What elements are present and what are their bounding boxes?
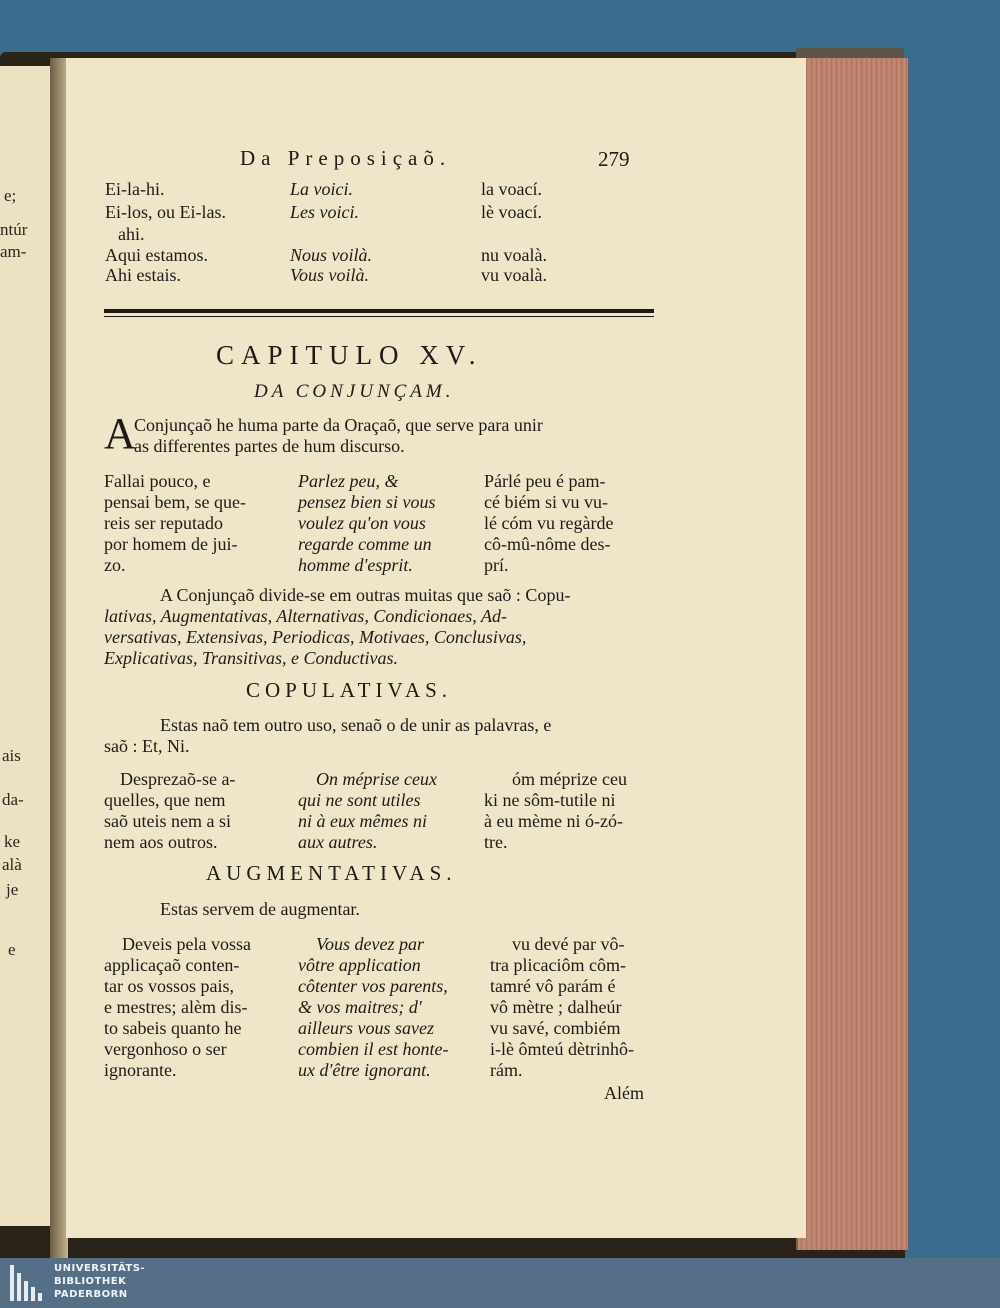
library-footer xyxy=(0,1258,1000,1308)
example-pron-line: Párlé peu é pam- xyxy=(484,471,606,491)
library-name-line: PADERBORN xyxy=(54,1289,128,1300)
example-pt-line: Deveis pela vossa xyxy=(122,934,251,954)
left-page xyxy=(0,66,54,1226)
left-fragment: alà xyxy=(2,855,22,874)
intro-line: as differentes partes de hum discurso. xyxy=(134,436,405,456)
example-pron-line: tra plicaciôm côm- xyxy=(490,955,626,975)
example-fr-line: ux d'être ignorant. xyxy=(298,1060,431,1080)
left-fragment: da- xyxy=(2,790,24,809)
table-cell-pron: vu voalà. xyxy=(481,265,547,285)
chapter-rule xyxy=(104,309,654,313)
example-pt-line: applicaçaõ conten- xyxy=(104,955,240,975)
example-pt-line: e mestres; alèm dis- xyxy=(104,997,248,1017)
chapter-rule-thin xyxy=(104,316,654,317)
division-line: Explicativas, Transitivas, e Conductivas. xyxy=(104,648,398,668)
example-fr-line: aux autres. xyxy=(298,832,378,852)
intro-line: Conjunçaõ he huma parte da Oraçaõ, que serve para unir xyxy=(134,415,543,435)
left-fragment: ais xyxy=(2,746,21,765)
table-cell-fr: La voici. xyxy=(290,179,353,199)
example-fr-line: Vous devez par xyxy=(316,934,424,954)
example-pron-line: à eu mème ni ó-zó- xyxy=(484,811,623,831)
example-pt-line: saõ uteis nem a si xyxy=(104,811,231,831)
example-pt-line: pensai bem, se que- xyxy=(104,492,246,512)
table-cell-pt: Ei-la-hi. xyxy=(105,179,165,199)
table-cell-pron: nu voalà. xyxy=(481,245,547,265)
running-header: Da Preposiçaõ. xyxy=(240,146,452,170)
example-pron-line: lé cóm vu regàrde xyxy=(484,513,614,533)
example-fr-line: vôtre application xyxy=(298,955,421,975)
section-heading-copulativas: COPULATIVAS. xyxy=(246,678,453,702)
table-cell-pt: Ahi estais. xyxy=(105,265,181,285)
example-pt-line: Desprezaõ-se a- xyxy=(120,769,236,789)
example-fr-line: regarde comme un xyxy=(298,534,432,554)
example-fr-line: ni à eux mêmes ni xyxy=(298,811,427,831)
example-pron-line: tamré vô parám é xyxy=(490,976,616,996)
example-pron-line: rám. xyxy=(490,1060,523,1080)
example-fr-line: voulez qu'on vous xyxy=(298,513,426,533)
example-pt-line: vergonhoso o ser xyxy=(104,1039,227,1059)
example-pron-line: óm méprize ceu xyxy=(512,769,627,789)
example-pt-line: to sabeis quanto he xyxy=(104,1018,242,1038)
left-fragment: e; xyxy=(4,186,17,205)
example-pron-line: vu devé par vô- xyxy=(512,934,625,954)
section-text: Estas servem de augmentar. xyxy=(160,899,360,919)
example-pron-line: vô mètre ; dalheúr xyxy=(490,997,622,1017)
example-pron-line: tre. xyxy=(484,832,508,852)
example-fr-line: homme d'esprit. xyxy=(298,555,413,575)
table-cell-pt: Ei-los, ou Ei-las. xyxy=(105,202,226,222)
example-fr-line: & vos maitres; d' xyxy=(298,997,422,1017)
library-name-line: UNIVERSITÄTS- xyxy=(54,1263,146,1274)
section-text: Estas naõ tem outro uso, senaõ o de unir as palavras, e xyxy=(160,715,552,735)
example-pron-line: prí. xyxy=(484,555,509,575)
example-pron-line: vu savé, combiém xyxy=(490,1018,621,1038)
example-fr-line: combien il est honte- xyxy=(298,1039,449,1059)
left-fragment: e xyxy=(8,940,16,959)
division-line: A Conjunçaõ divide-se em outras muitas que saõ : Copu- xyxy=(160,585,571,605)
left-fragment: je xyxy=(6,880,19,899)
example-pron-line: cé biém si vu vu- xyxy=(484,492,608,512)
chapter-subtitle: DA CONJUNÇAM. xyxy=(254,381,455,402)
table-cell-fr: Nous voilà. xyxy=(290,245,373,265)
example-fr-line: Parlez peu, & xyxy=(298,471,399,491)
table-cell-fr: Vous voilà. xyxy=(290,265,369,285)
library-logo-icon xyxy=(10,1265,46,1301)
table-cell-fr: Les voici. xyxy=(290,202,359,222)
example-fr-line: On méprise ceux xyxy=(316,769,437,789)
section-heading-augmentativas: AUGMENTATIVAS. xyxy=(206,861,457,885)
example-pt-line: quelles, que nem xyxy=(104,790,226,810)
example-pt-line: zo. xyxy=(104,555,126,575)
example-fr-line: côtenter vos parents, xyxy=(298,976,448,996)
example-pt-line: reis ser reputado xyxy=(104,513,223,533)
page-number: 279 xyxy=(598,147,630,171)
drop-cap: A xyxy=(104,409,136,458)
chapter-title: CAPITULO XV. xyxy=(216,340,483,370)
example-fr-line: ailleurs vous savez xyxy=(298,1018,434,1038)
table-cell-pron: lè voací. xyxy=(481,202,542,222)
left-fragment: ke xyxy=(4,832,21,851)
table-cell-pt: ahi. xyxy=(118,224,145,244)
left-fragment: ntúr xyxy=(0,220,28,239)
library-name-line: BIBLIOTHEK xyxy=(54,1276,127,1287)
example-pron-line: cô-mû-nôme des- xyxy=(484,534,611,554)
example-pt-line: por homem de jui- xyxy=(104,534,238,554)
catchword: Além xyxy=(604,1083,644,1103)
section-text: saõ : Et, Ni. xyxy=(104,736,190,756)
division-line: versativas, Extensivas, Periodicas, Motivaes, Conclusivas, xyxy=(104,627,527,647)
division-line: lativas, Augmentativas, Alternativas, Condicionaes, Ad- xyxy=(104,606,507,626)
example-pt-line: tar os vossos pais, xyxy=(104,976,234,996)
example-pt-line: nem aos outros. xyxy=(104,832,218,852)
table-cell-pron: la voací. xyxy=(481,179,542,199)
example-pron-line: ki ne sôm-tutile ni xyxy=(484,790,616,810)
example-pt-line: ignorante. xyxy=(104,1060,177,1080)
example-fr-line: pensez bien si vous xyxy=(298,492,436,512)
example-pron-line: i-lè ômteú dètrinhô- xyxy=(490,1039,634,1059)
left-fragment: am- xyxy=(0,242,27,261)
table-cell-pt: Aqui estamos. xyxy=(105,245,208,265)
example-fr-line: qui ne sont utiles xyxy=(298,790,421,810)
page-edges xyxy=(796,58,908,1250)
example-pt-line: Fallai pouco, e xyxy=(104,471,211,491)
